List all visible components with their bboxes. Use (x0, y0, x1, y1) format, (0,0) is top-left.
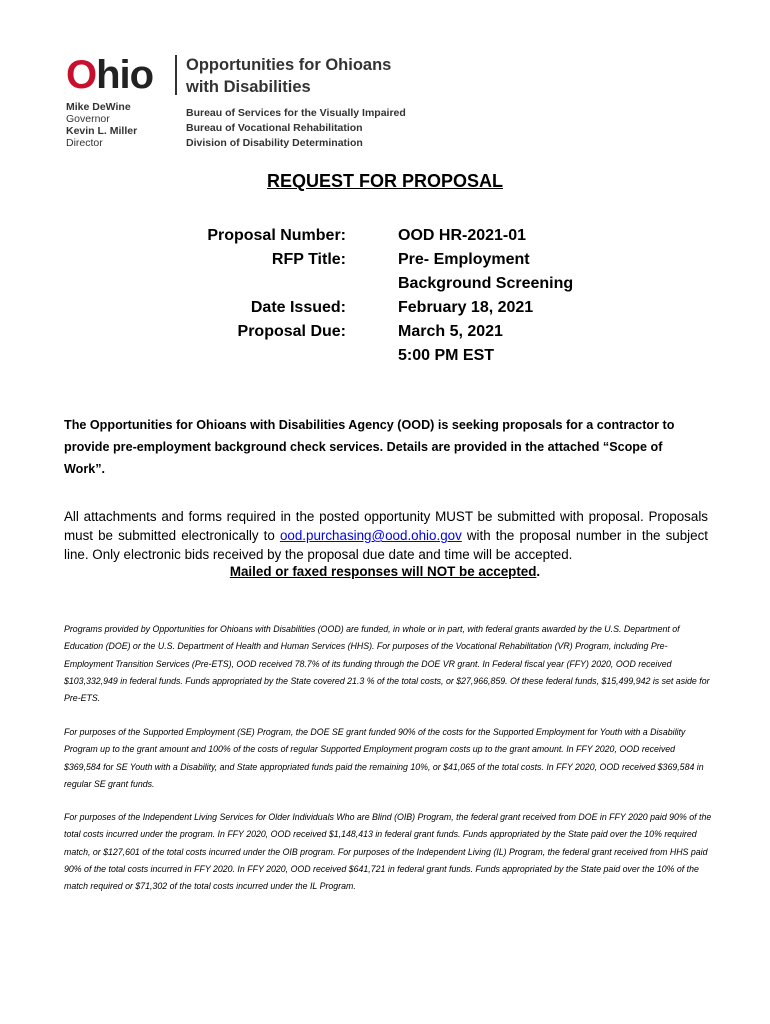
director-name: Kevin L. Miller (66, 125, 138, 137)
agency-name (186, 54, 391, 98)
governor-title: Governor (66, 113, 110, 125)
bureau-item: Bureau of Vocational Rehabilitation (186, 122, 363, 134)
bureaus-list (186, 106, 406, 151)
submission-text-after: with the proposal number in the subject line. Only electronic bids received by the proposal due date and time will be accepted. (64, 528, 709, 562)
rfp-title-value-line1: Pre- Employment (398, 251, 530, 268)
ohio-logo (66, 55, 153, 95)
proposal-due-time: 5:00 PM EST (398, 347, 495, 364)
rfp-title-label: RFP Title: (271, 251, 346, 268)
submission-paragraph (64, 507, 708, 564)
funding-paragraph-oib-il: For purposes of the Independent Living Services for Older Individuals Who are Blind (OIB) Program, the federal grant received from DOE in FFY 2020 paid 90% of the total costs incurred under the program. In FFY 2020, OOD received $1,148,413 in federal grant funds. Funds appropriated by the State paid over the 10% required match, or $127,601 of the total costs incurred under the OIB program. For purposes of the Independent Living (IL) Program, the federal grant received from HHS paid 90% of the total costs incurred in FFY 2020. In FFY 2020, OOD received $641,721 in federal grant funds. Funds appropriated by the State paid over the 10% of the match required or $71,302 of the total costs incurred under the IL Program. (64, 812, 712, 892)
date-issued-label: Date Issued: (250, 299, 346, 316)
document-title: REQUEST FOR PROPOSAL (266, 171, 504, 191)
funding-paragraph-se: For purposes of the Supported Employment (SE) Program, the DOE SE grant funded 90% of the costs for the Supported Employment for Youth with a Disability Program up to the grant amount and 100% of the costs of regular Supported Employment program costs up to the grant amount. In FFY 2020, OOD received $369,584 for SE Youth with a Disability, and State appropriated funds paid the remaining 10%, or $41,065 of the total costs. In FFY 2020, OOD received $369,584 in regular SE grant funds. (64, 727, 704, 789)
logo-divider (175, 55, 177, 95)
agency-name-line2: with Disabilities (186, 78, 311, 96)
submission-text-before: All attachments and forms required in the posted opportunity MUST be submitted with proposal. Proposals must be submitted electronically to (64, 509, 708, 543)
bureau-item: Division of Disability Determination (186, 137, 363, 149)
mailed-note-period: . (536, 564, 541, 579)
rfp-title-value-line2: Background Screening (398, 275, 574, 292)
funding-paragraph-vr: Programs provided by Opportunities for Ohioans with Disabilities (OOD) are funded, in whole or in part, with federal grants awarded by the U.S. Department of Education (DOE) or the U.S. Department of Health and Human Services (HHS). For purposes of the Vocational Rehabilitation (VR) Program, including Pre-Employment Transition Services (Pre-ETS), OOD received 78.7% of its funding through the DOE VR grant. In Federal fiscal year (FFY) 2020, OOD received $103,332,949 in federal funds. Funds appropriated by the State covered 21.3 % of the total costs, or $27,966,859. Of these federal funds, $15,499,942 is set aside for Pre-ETS. (64, 624, 710, 704)
director-title: Director (66, 137, 103, 149)
agency-logo-block (66, 53, 426, 153)
ohio-logo-rest: hio (96, 53, 154, 97)
agency-name-line1: Opportunities for Ohioans (186, 56, 392, 74)
purchasing-email-link[interactable]: ood.purchasing@ood.ohio.gov (279, 528, 462, 543)
proposal-due-date: March 5, 2021 (398, 323, 503, 340)
officials-list (66, 101, 137, 149)
proposal-number-value: OOD HR-2021-01 (398, 227, 527, 244)
governor-name: Mike DeWine (66, 101, 131, 113)
proposal-due-label: Proposal Due: (237, 323, 346, 340)
mailed-note (0, 564, 770, 579)
bureau-item: Bureau of Services for the Visually Impaired (186, 107, 406, 119)
date-issued-value: February 18, 2021 (398, 299, 534, 316)
ohio-logo-letter-o: O (66, 53, 97, 97)
mailed-note-text: Mailed or faxed responses will NOT be accepted (229, 564, 537, 579)
intro-paragraph: The Opportunities for Ohioans with Disabilities Agency (OOD) is seeking proposals for a contractor to provide pre-employment background check services. Details are provided in the attached “Scope of Work”. (64, 418, 675, 476)
proposal-number-label: Proposal Number: (207, 227, 346, 244)
